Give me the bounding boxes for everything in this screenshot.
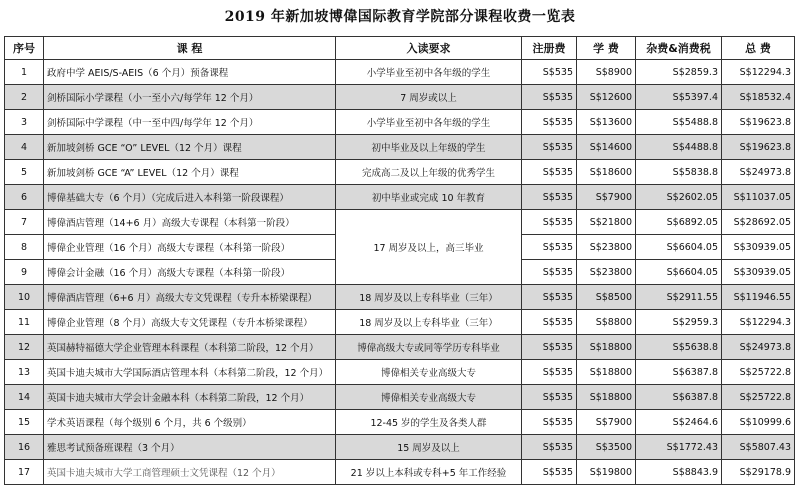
table-row <box>5 160 795 185</box>
course-name: 剑桥国际中学课程（中一至中四/每学年 12 个月） <box>44 110 336 135</box>
row-number: 16 <box>5 435 44 460</box>
registration-fee: S$535 <box>522 135 577 160</box>
header-course: 课 程 <box>44 37 336 60</box>
course-name: 博偉会计金融（16 个月）高级大专课程（本科第一阶段） <box>44 260 336 285</box>
header-row <box>5 37 795 60</box>
total-fee: S$24973.8 <box>722 335 795 360</box>
row-number: 9 <box>5 260 44 285</box>
requirement: 完成高二及以上年级的优秀学生 <box>336 160 522 185</box>
table-row <box>5 385 795 410</box>
registration-fee: S$535 <box>522 210 577 235</box>
total-fee: S$25722.8 <box>722 360 795 385</box>
tuition-fee: S$19800 <box>577 460 636 485</box>
requirement: 18 周岁及以上专科毕业（三年） <box>336 285 522 310</box>
tuition-fee: S$7900 <box>577 185 636 210</box>
misc-fee: S$2464.6 <box>636 410 722 435</box>
total-fee: S$12294.3 <box>722 60 795 85</box>
table-row <box>5 360 795 385</box>
header-no: 序号 <box>5 37 44 60</box>
misc-fee: S$5488.8 <box>636 110 722 135</box>
tuition-fee: S$18800 <box>577 335 636 360</box>
total-fee: S$30939.05 <box>722 260 795 285</box>
table-row <box>5 210 795 235</box>
row-number: 2 <box>5 85 44 110</box>
course-name: 博偉企业管理（16 个月）高级大专课程（本科第一阶段） <box>44 235 336 260</box>
course-name: 博偉企业管理（8 个月）高级大专文凭课程（专升本桥梁课程） <box>44 310 336 335</box>
course-name: 英国卡迪夫城市大学工商管理硕士文凭课程（12 个月） <box>44 460 336 485</box>
requirement: 小学毕业至初中各年级的学生 <box>336 60 522 85</box>
header-total: 总 费 <box>722 37 795 60</box>
registration-fee: S$535 <box>522 285 577 310</box>
table-row <box>5 435 795 460</box>
misc-fee: S$8843.9 <box>636 460 722 485</box>
course-name: 剑桥国际小学课程（小一至小六/每学年 12 个月） <box>44 85 336 110</box>
row-number: 13 <box>5 360 44 385</box>
registration-fee: S$535 <box>522 260 577 285</box>
course-name: 学术英语课程（每个级别 6 个月，共 6 个级别） <box>44 410 336 435</box>
course-name: 新加坡剑桥 GCE “A” LEVEL（12 个月）课程 <box>44 160 336 185</box>
tuition-fee: S$14600 <box>577 135 636 160</box>
table-row <box>5 410 795 435</box>
requirement: 博偉高级大专或同等学历专科毕业 <box>336 335 522 360</box>
table-row <box>5 310 795 335</box>
row-number: 3 <box>5 110 44 135</box>
registration-fee: S$535 <box>522 160 577 185</box>
table-row <box>5 185 795 210</box>
tuition-fee: S$18800 <box>577 360 636 385</box>
header-registration-fee: 注册费 <box>522 37 577 60</box>
row-number: 8 <box>5 235 44 260</box>
total-fee: S$30939.05 <box>722 235 795 260</box>
row-number: 17 <box>5 460 44 485</box>
requirement: 15 周岁及以上 <box>336 435 522 460</box>
registration-fee: S$535 <box>522 410 577 435</box>
requirement: 17 周岁及以上，高三毕业 <box>336 210 522 285</box>
table-row <box>5 85 795 110</box>
misc-fee: S$4488.8 <box>636 135 722 160</box>
total-fee: S$28692.05 <box>722 210 795 235</box>
misc-fee: S$6604.05 <box>636 260 722 285</box>
tuition-fee: S$12600 <box>577 85 636 110</box>
total-fee: S$5807.43 <box>722 435 795 460</box>
header-misc-fee: 杂费&消费税 <box>636 37 722 60</box>
header-tuition: 学 费 <box>577 37 636 60</box>
page-title: 2019 年新加坡博偉国际教育学院部分课程收费一览表 <box>224 9 576 25</box>
requirement: 7 周岁或以上 <box>336 85 522 110</box>
row-number: 7 <box>5 210 44 235</box>
row-number: 12 <box>5 335 44 360</box>
course-name: 英国卡迪夫城市大学国际酒店管理本科（本科第二阶段，12 个月） <box>44 360 336 385</box>
tuition-fee: S$8500 <box>577 285 636 310</box>
table-row <box>5 285 795 310</box>
table-row <box>5 335 795 360</box>
requirement: 21 岁以上本科或专科+5 年工作经验 <box>336 460 522 485</box>
misc-fee: S$6604.05 <box>636 235 722 260</box>
total-fee: S$10999.6 <box>722 410 795 435</box>
total-fee: S$11037.05 <box>722 185 795 210</box>
course-name: 雅思考试预备班课程（3 个月） <box>44 435 336 460</box>
tuition-fee: S$8800 <box>577 310 636 335</box>
misc-fee: S$5638.8 <box>636 335 722 360</box>
total-fee: S$12294.3 <box>722 310 795 335</box>
registration-fee: S$535 <box>522 360 577 385</box>
total-fee: S$24973.8 <box>722 160 795 185</box>
registration-fee: S$535 <box>522 385 577 410</box>
registration-fee: S$535 <box>522 60 577 85</box>
misc-fee: S$2602.05 <box>636 185 722 210</box>
tuition-fee: S$8900 <box>577 60 636 85</box>
misc-fee: S$2959.3 <box>636 310 722 335</box>
row-number: 14 <box>5 385 44 410</box>
course-name: 英国卡迪夫城市大学会计金融本科（本科第二阶段，12 个月） <box>44 385 336 410</box>
misc-fee: S$6387.8 <box>636 385 722 410</box>
tuition-fee: S$3500 <box>577 435 636 460</box>
requirement: 初中毕业或完成 10 年教育 <box>336 185 522 210</box>
tuition-fee: S$23800 <box>577 260 636 285</box>
requirement: 初中毕业及以上年级的学生 <box>336 135 522 160</box>
header-requirement: 入读要求 <box>336 37 522 60</box>
row-number: 11 <box>5 310 44 335</box>
total-fee: S$11946.55 <box>722 285 795 310</box>
misc-fee: S$6892.05 <box>636 210 722 235</box>
misc-fee: S$2911.55 <box>636 285 722 310</box>
registration-fee: S$535 <box>522 85 577 110</box>
registration-fee: S$535 <box>522 435 577 460</box>
requirement: 12-45 岁的学生及各类人群 <box>336 410 522 435</box>
registration-fee: S$535 <box>522 335 577 360</box>
course-name: 新加坡剑桥 GCE “O” LEVEL（12 个月）课程 <box>44 135 336 160</box>
total-fee: S$29178.9 <box>722 460 795 485</box>
table-row <box>5 460 795 485</box>
requirement: 18 周岁及以上专科毕业（三年） <box>336 310 522 335</box>
registration-fee: S$535 <box>522 185 577 210</box>
total-fee: S$25722.8 <box>722 385 795 410</box>
row-number: 4 <box>5 135 44 160</box>
row-number: 10 <box>5 285 44 310</box>
table-row <box>5 60 795 85</box>
tuition-fee: S$18600 <box>577 160 636 185</box>
registration-fee: S$535 <box>522 310 577 335</box>
table-row <box>5 110 795 135</box>
total-fee: S$19623.8 <box>722 110 795 135</box>
row-number: 15 <box>5 410 44 435</box>
course-name: 政府中学 AEIS/S-AEIS（6 个月）预备课程 <box>44 60 336 85</box>
tuition-fee: S$7900 <box>577 410 636 435</box>
registration-fee: S$535 <box>522 460 577 485</box>
registration-fee: S$535 <box>522 235 577 260</box>
tuition-fee: S$21800 <box>577 210 636 235</box>
misc-fee: S$2859.3 <box>636 60 722 85</box>
row-number: 5 <box>5 160 44 185</box>
course-name: 英国赫特福德大学企业管理本科课程（本科第二阶段，12 个月） <box>44 335 336 360</box>
tuition-fee: S$18800 <box>577 385 636 410</box>
course-name: 博偉酒店管理（6+6 月）高级大专文凭课程（专升本桥梁课程） <box>44 285 336 310</box>
total-fee: S$18532.4 <box>722 85 795 110</box>
total-fee: S$19623.8 <box>722 135 795 160</box>
misc-fee: S$5838.8 <box>636 160 722 185</box>
fee-table <box>4 36 795 485</box>
tuition-fee: S$13600 <box>577 110 636 135</box>
requirement: 小学毕业至初中各年级的学生 <box>336 110 522 135</box>
tuition-fee: S$23800 <box>577 235 636 260</box>
registration-fee: S$535 <box>522 110 577 135</box>
misc-fee: S$1772.43 <box>636 435 722 460</box>
row-number: 1 <box>5 60 44 85</box>
requirement: 博偉相关专业高级大专 <box>336 385 522 410</box>
course-name: 博偉基础大专（6 个月）（完成后进入本科第一阶段课程） <box>44 185 336 210</box>
table-row <box>5 135 795 160</box>
misc-fee: S$5397.4 <box>636 85 722 110</box>
row-number: 6 <box>5 185 44 210</box>
misc-fee: S$6387.8 <box>636 360 722 385</box>
requirement: 博偉相关专业高级大专 <box>336 360 522 385</box>
course-name: 博偉酒店管理（14+6 月）高级大专课程（本科第一阶段） <box>44 210 336 235</box>
